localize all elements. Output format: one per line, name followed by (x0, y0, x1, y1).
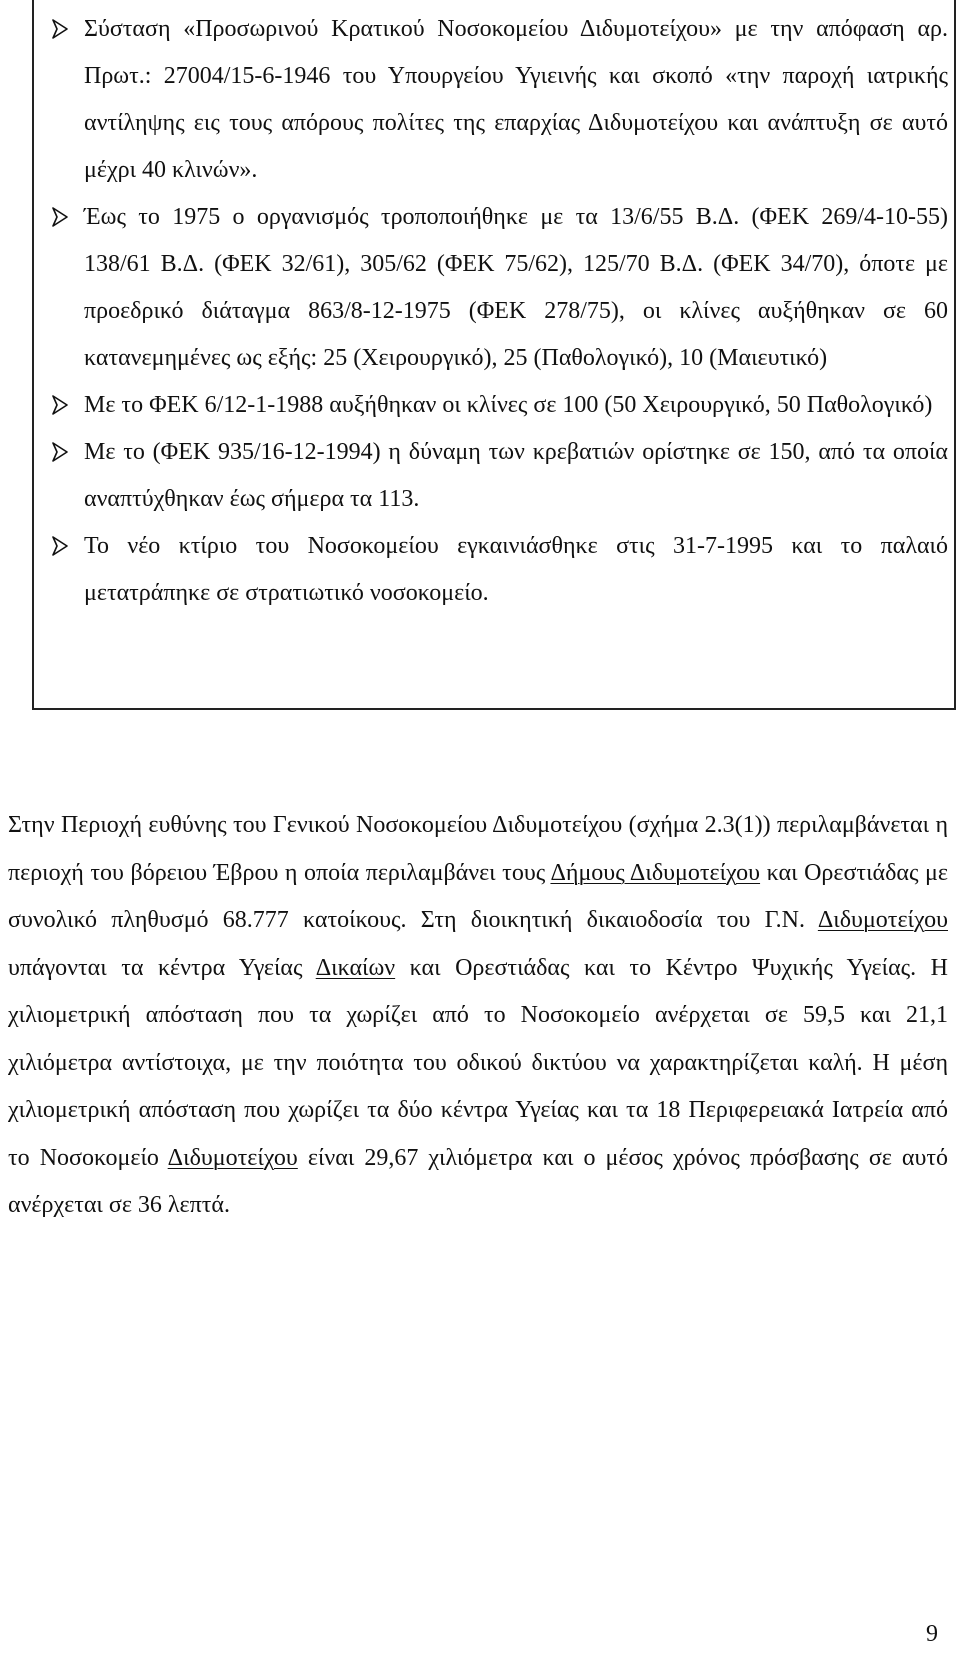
underlined-term-didymoteicho: Διδυμοτείχου (817, 907, 948, 933)
history-bullet-1946 (50, 6, 948, 194)
underlined-term-dikaia: Δικαίων (315, 954, 396, 981)
area-of-responsibility-paragraph (8, 802, 948, 1230)
paragraph-text: και Ορεστιάδας με συνολικό πληθυσμό 68.777 κατοίκους. Στη διοικητική δικαιοδοσία του Γ.Ν. (8, 859, 948, 933)
arrowhead-bullet-icon (52, 207, 68, 227)
underlined-term-didymoteicho: Διδυμοτείχου (167, 1144, 298, 1171)
page-number: 9 (926, 1621, 938, 1647)
history-bullet-list (50, 6, 948, 617)
paragraph-text: και Ορεστιάδας και το Κέντρο Ψυχικής Υγείας. Η χιλιομετρική απόσταση που τα χωρίζει από το Νοσοκομείο ανέρχεται σε 59,5 και 21,1 χιλιόμετρα αντίστοιχα, με την ποιότητα του οδικού δικτύου να χαρακτηρίζεται καλή. Η μέση χιλιομετρική απόσταση που χωρίζει τα δύο κέντρα Υγείας και τα 18 Περιφερειακά Ιατρεία από το Νοσοκομείο (8, 954, 948, 1171)
bullet-text: Σύσταση «Προσωρινού Κρατικού Νοσοκομείου Διδυμοτείχου» με την απόφαση αρ. Πρωτ.: 27004/15-6-1946 του Υπουργείου Υγιεινής και σκοπό «την παροχή ιατρικής αντίληψης εις τους απόρους πολίτες της επαρχίας Διδυμοτείχου και ανάπτυξη σε αυτό μέχρι 40 κλινών». (84, 16, 948, 183)
bullet-text: Με το (ΦΕΚ 935/16-12-1994) η δύναμη των κρεβατιών ορίστηκε σε 150, από τα οποία αναπτύχθηκαν έως σήμερα τα 113. (84, 439, 948, 512)
history-bullet-1995 (50, 523, 948, 617)
paragraph-tail: είναι 29,67 χιλιόμετρα και ο μέσος χρόνος πρόσβασης σε αυτό ανέρχεται σε 36 λεπτά. (8, 1144, 948, 1218)
bullet-text: Έως το 1975 ο οργανισμός τροποποιήθηκε με τα 13/6/55 Β.Δ. (ΦΕΚ 269/4-10-55) 138/61 Β.Δ. (ΦΕΚ 32/61), 305/62 (ΦΕΚ 75/62), 125/70 Β.Δ. (ΦΕΚ 34/70), όποτε με προεδρικό διάταγμα 863/8-12-1975 (ΦΕΚ 278/75), οι κλίνες αυξήθηκαν σε 60 κατανεμημένες ως εξής: 25 (Χειρουργικό), 25 (Παθολογικό), 10 (Μαιευτικό) (84, 204, 948, 371)
history-bullet-1988 (50, 382, 948, 429)
arrowhead-bullet-icon (52, 536, 68, 556)
arrowhead-bullet-icon (52, 395, 68, 415)
history-bullet-1975 (50, 194, 948, 382)
arrowhead-bullet-icon (52, 19, 68, 39)
paragraph-text: υπάγονται τα κέντρα Υγείας (8, 954, 316, 981)
arrowhead-bullet-icon (52, 442, 68, 462)
paragraph-intro: Στην Περιοχή ευθύνης του Γενικού Νοσοκομείου Διδυμοτείχου (σχήμα 2.3(1)) περιλαμβάνεται η περιοχή του βόρειου Έβρου η οποία περιλαμβάνει τους (8, 812, 948, 886)
bullet-text: Το νέο κτίριο του Νοσοκομείου εγκαινιάσθηκε στις 31-7-1995 και το παλαιό μετατράπηκε σε στρατιωτικό νοσοκομείο. (84, 533, 948, 606)
underlined-term-municipalities: Δήμους Διδυμοτείχου (550, 859, 761, 886)
history-bullet-1994 (50, 429, 948, 523)
bullet-text: Με το ΦΕΚ 6/12-1-1988 αυξήθηκαν οι κλίνες σε 100 (50 Χειρουργικό, 50 Παθολογικό) (84, 392, 933, 418)
